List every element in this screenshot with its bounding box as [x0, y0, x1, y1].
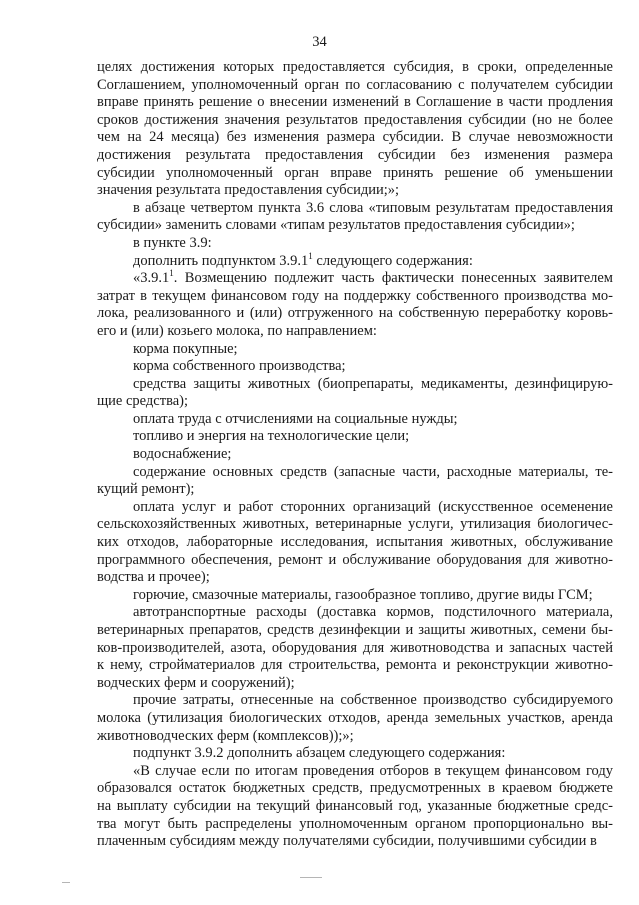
text-line: его и (или) козьего молока, по направлением:: [97, 322, 377, 339]
text-line: кущий ремонт);: [97, 481, 195, 498]
text-line: животноводческих ферм (комплексов));»;: [97, 727, 354, 744]
text-line: «В случае если по итогам проведения отборов в текущем финансовом году: [133, 762, 613, 779]
text-line: водоснабжение;: [133, 446, 232, 463]
paragraph: [97, 428, 613, 446]
text-line: корма собственного производства;: [133, 358, 346, 375]
text-line: прочие затраты, отнесенные на собственное производство субсидируемого: [133, 692, 613, 709]
text-line: щие средства);: [97, 393, 189, 410]
paragraph: [97, 446, 613, 464]
text-line: водства и прочее);: [97, 569, 210, 586]
text-line: дополнить подпунктом 3.9.1$^1$ следующего содержания:: [133, 250, 473, 269]
paragraph: [97, 411, 613, 429]
text-line: лока, реализованного и (или) отгруженного на собственную переработку коровь-: [97, 305, 613, 322]
paragraph: [97, 464, 613, 499]
text-line: тва могут быть распределены уполномоченным органом пропорционально вы-: [97, 815, 613, 832]
text-line: водческих ферм и сооружений);: [97, 674, 295, 691]
page-number: 34: [312, 34, 327, 50]
text-line: субсидии» заменить словами «типам результатов предоставления субсидии»;: [97, 217, 575, 234]
paragraph: [97, 200, 613, 235]
superscript-one: 1: [169, 268, 174, 279]
paragraph: [97, 358, 613, 376]
text-line: вправе принять решение о внесении изменений в Соглашение в части продления: [97, 94, 613, 111]
text-line: ких отходов, лабораторные исследования, испытания животных, обслуживание: [97, 534, 613, 551]
paragraph: [97, 250, 613, 271]
text-line: субсидии уполномоченный орган вправе принять решение об уменьшении: [97, 164, 613, 181]
text-line: достижения результата предоставления субсидии без изменения размера: [97, 146, 613, 163]
paragraph: [97, 604, 613, 692]
text-line: содержание основных средств (запасные части, расходные материалы, те-: [133, 463, 613, 480]
paragraph: [97, 499, 613, 587]
text-line: автотранспортные расходы (доставка кормов, подстилочного материала,: [133, 604, 613, 621]
text-line: в абзаце четвертом пункта 3.6 слова «типовым результатам предоставления: [133, 199, 613, 216]
text-line: «3.9.1$^1$. Возмещению подлежит часть фактически понесенных заявителем: [133, 268, 613, 287]
text-line: сельскохозяйственных животных, ветеринарные услуги, утилизация биологичес-: [97, 516, 613, 533]
text-line: горючие, смазочные материалы, газообразное топливо, другие виды ГСМ;: [133, 586, 593, 603]
text-line: затрат в текущем финансовом году на поддержку собственного производства мо-: [97, 287, 613, 304]
paragraph: [97, 692, 613, 745]
text-line: молока (утилизация биологических отходов, аренда земельных участков, аренда: [97, 709, 613, 726]
paragraph: [97, 763, 613, 851]
paragraph: [97, 235, 613, 253]
text-line: сроков достижения значения результатов предоставления субсидии (но не более: [97, 111, 613, 128]
document-body: [97, 59, 613, 851]
text-line: плаченным субсидиям между получателями субсидии, получившими субсидии в: [97, 833, 597, 850]
text-line: корма покупные;: [133, 340, 238, 357]
text-line: значения результата предоставления субсидии;»;: [97, 182, 400, 199]
text-line: к нему, стройматериалов для строительства, ремонта и реконструкции животно-: [97, 657, 613, 674]
paragraph: [97, 376, 613, 411]
text-line: топливо и энергия на технологические цели;: [133, 428, 410, 445]
text-line: подпункт 3.9.2 дополнить абзацем следующего содержания:: [133, 745, 506, 762]
paragraph: [97, 587, 613, 605]
text-line: оплата услуг и работ сторонних организаций (искусственное осеменение: [133, 498, 613, 515]
text-line: чем на 24 месяца) без изменения размера субсидии. В случае невозможности: [97, 129, 613, 146]
text-line: программного обеспечения, ремонт и обслуживание оборудования для животно-: [97, 551, 613, 568]
paragraph: [97, 59, 613, 200]
text-line: ветеринарных препаратов, средств дезинфекции и защиты животных, семени бы-: [97, 622, 613, 638]
text-line: средства защиты животных (биопрепараты, медикаменты, дезинфицирую-: [133, 375, 613, 392]
text-line: целях достижения которых предоставляется субсидия, в сроки, определенные: [97, 59, 613, 75]
paragraph: [97, 270, 613, 340]
text-line: Соглашением, уполномоченный орган по согласованию с получателем субсидии: [97, 76, 613, 93]
paragraph: [97, 745, 613, 763]
text-line: в пункте 3.9:: [133, 234, 212, 251]
text-line: образовался остаток бюджетных средств, предусмотренных в краевом бюджете: [97, 780, 613, 797]
scan-artifact: [62, 882, 70, 883]
text-line: ков-производителей, азота, оборудования для животноводства и запасных частей: [97, 639, 613, 656]
superscript-one: 1: [308, 250, 313, 261]
scan-artifact: [300, 877, 322, 878]
text-line: на выплату субсидии на текущий финансовый год, указанные бюджетные средс-: [97, 797, 613, 814]
text-line: оплата труда с отчислениями на социальные нужды;: [133, 410, 458, 427]
paragraph: [97, 341, 613, 359]
